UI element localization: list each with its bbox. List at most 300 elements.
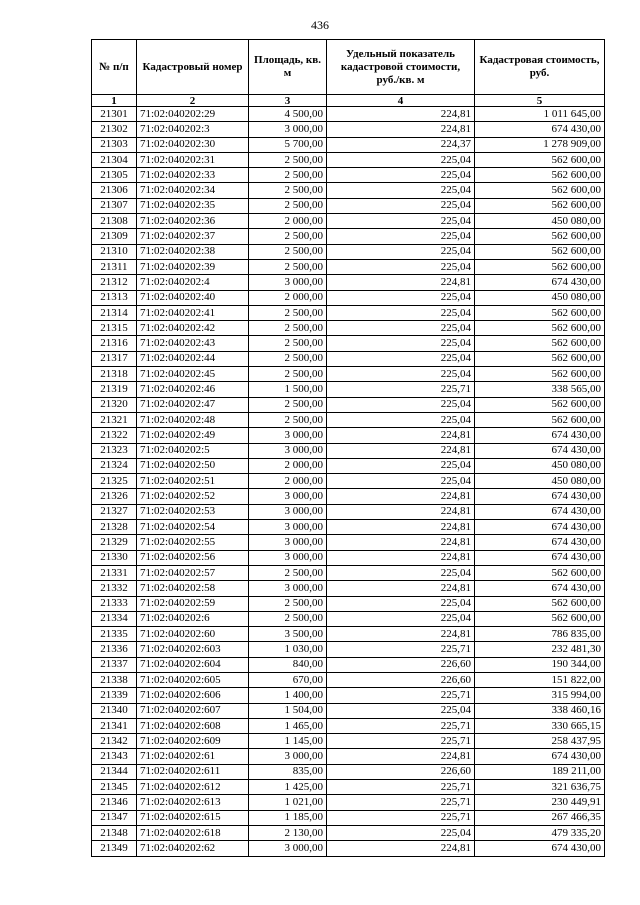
cell-cadastral-value: 562 600,00 [475,351,605,366]
cell-unit-value: 225,04 [327,336,475,351]
cell-cadastral-value: 674 430,00 [475,520,605,535]
cell-unit-value: 225,71 [327,734,475,749]
cell-cadastral-value: 562 600,00 [475,259,605,274]
cell-row-number: 21310 [92,244,137,259]
cell-row-number: 21343 [92,749,137,764]
cell-cadastral-value: 450 080,00 [475,290,605,305]
cell-cadastral-number: 71:02:040202:609 [137,734,249,749]
cell-row-number: 21312 [92,275,137,290]
cell-unit-value: 226,60 [327,764,475,779]
cell-cadastral-value: 330 665,15 [475,718,605,733]
cell-cadastral-number: 71:02:040202:59 [137,596,249,611]
cell-unit-value: 225,04 [327,321,475,336]
cell-unit-value: 225,04 [327,305,475,320]
cell-cadastral-number: 71:02:040202:38 [137,244,249,259]
cell-unit-value: 225,04 [327,367,475,382]
cell-cadastral-value: 562 600,00 [475,596,605,611]
cell-row-number: 21323 [92,443,137,458]
table-row [92,657,605,672]
table-row [92,428,605,443]
table-row [92,489,605,504]
cell-area: 3 000,00 [249,275,327,290]
cell-unit-value: 225,04 [327,259,475,274]
cell-cadastral-number: 71:02:040202:40 [137,290,249,305]
cell-unit-value: 225,71 [327,688,475,703]
cell-unit-value: 226,60 [327,657,475,672]
cell-unit-value: 225,04 [327,152,475,167]
cell-cadastral-value: 338 460,16 [475,703,605,718]
cell-cadastral-value: 338 565,00 [475,382,605,397]
cell-area: 2 500,00 [249,152,327,167]
cell-unit-value: 224,81 [327,581,475,596]
cell-row-number: 21304 [92,152,137,167]
cell-cadastral-number: 71:02:040202:54 [137,520,249,535]
cell-cadastral-number: 71:02:040202:41 [137,305,249,320]
cell-row-number: 21325 [92,474,137,489]
cell-area: 3 000,00 [249,581,327,596]
cell-cadastral-number: 71:02:040202:33 [137,168,249,183]
cell-unit-value: 225,71 [327,382,475,397]
cell-cadastral-number: 71:02:040202:30 [137,137,249,152]
table-row [92,137,605,152]
cell-cadastral-value: 450 080,00 [475,458,605,473]
cell-cadastral-value: 562 600,00 [475,152,605,167]
cell-cadastral-number: 71:02:040202:60 [137,627,249,642]
table-row [92,795,605,810]
cell-area: 3 000,00 [249,841,327,856]
cell-cadastral-number: 71:02:040202:31 [137,152,249,167]
table-row [92,718,605,733]
header-cadastral-number: Кадастровый номер [137,40,249,95]
cell-area: 840,00 [249,657,327,672]
header-unit-value: Удельный показатель кадастровой стоимости, руб./кв. м [327,40,475,95]
table-row [92,627,605,642]
cell-cadastral-number: 71:02:040202:34 [137,183,249,198]
cell-row-number: 21345 [92,780,137,795]
table-header [92,40,605,107]
cell-unit-value: 225,04 [327,565,475,580]
cell-cadastral-number: 71:02:040202:29 [137,107,249,122]
cell-row-number: 21314 [92,305,137,320]
column-number-row [92,95,605,107]
cell-area: 2 000,00 [249,214,327,229]
cell-cadastral-value: 562 600,00 [475,367,605,382]
cell-cadastral-value: 562 600,00 [475,198,605,213]
table-row [92,780,605,795]
cell-row-number: 21349 [92,841,137,856]
cell-row-number: 21311 [92,259,137,274]
cell-row-number: 21328 [92,520,137,535]
cell-cadastral-value: 450 080,00 [475,214,605,229]
table-row [92,214,605,229]
cell-row-number: 21336 [92,642,137,657]
cell-area: 1 030,00 [249,642,327,657]
cell-cadastral-number: 71:02:040202:3 [137,122,249,137]
cell-cadastral-number: 71:02:040202:52 [137,489,249,504]
cell-row-number: 21306 [92,183,137,198]
cell-cadastral-value: 674 430,00 [475,443,605,458]
cell-row-number: 21339 [92,688,137,703]
table-row [92,642,605,657]
table-row [92,152,605,167]
cell-row-number: 21316 [92,336,137,351]
cell-area: 3 000,00 [249,443,327,458]
cell-cadastral-number: 71:02:040202:58 [137,581,249,596]
table-row [92,764,605,779]
cell-unit-value: 225,04 [327,168,475,183]
cell-cadastral-value: 562 600,00 [475,565,605,580]
cell-area: 2 500,00 [249,259,327,274]
header-row-number: № п/п [92,40,137,95]
table-row [92,229,605,244]
cell-cadastral-value: 674 430,00 [475,581,605,596]
table-row [92,382,605,397]
table-row [92,841,605,856]
cell-cadastral-number: 71:02:040202:48 [137,412,249,427]
cell-row-number: 21337 [92,657,137,672]
cell-area: 2 000,00 [249,474,327,489]
table-row [92,443,605,458]
cadastral-value-table [91,39,605,857]
cell-unit-value: 224,81 [327,107,475,122]
cell-unit-value: 224,37 [327,137,475,152]
cell-row-number: 21335 [92,627,137,642]
cell-area: 1 400,00 [249,688,327,703]
table-row [92,504,605,519]
cell-cadastral-value: 562 600,00 [475,305,605,320]
cell-row-number: 21322 [92,428,137,443]
cell-cadastral-value: 562 600,00 [475,244,605,259]
cell-cadastral-value: 1 011 645,00 [475,107,605,122]
cell-unit-value: 225,71 [327,780,475,795]
column-number: 5 [475,95,605,107]
cell-cadastral-number: 71:02:040202:62 [137,841,249,856]
cell-row-number: 21303 [92,137,137,152]
cell-cadastral-number: 71:02:040202:55 [137,535,249,550]
cell-cadastral-value: 190 344,00 [475,657,605,672]
cell-cadastral-value: 674 430,00 [475,749,605,764]
table-body [92,107,605,857]
cell-unit-value: 224,81 [327,749,475,764]
cell-area: 3 000,00 [249,550,327,565]
table-row [92,244,605,259]
table-row [92,535,605,550]
table-row [92,168,605,183]
cell-unit-value: 224,81 [327,841,475,856]
cell-cadastral-number: 71:02:040202:56 [137,550,249,565]
cell-row-number: 21318 [92,367,137,382]
cell-row-number: 21324 [92,458,137,473]
cell-unit-value: 225,04 [327,474,475,489]
table-row [92,122,605,137]
cell-row-number: 21331 [92,565,137,580]
cell-row-number: 21305 [92,168,137,183]
table-row [92,275,605,290]
table-row [92,688,605,703]
cell-area: 2 500,00 [249,198,327,213]
table-row [92,596,605,611]
cell-cadastral-value: 267 466,35 [475,810,605,825]
cell-cadastral-value: 450 080,00 [475,474,605,489]
cell-cadastral-value: 562 600,00 [475,321,605,336]
table-row [92,581,605,596]
cell-cadastral-value: 232 481,30 [475,642,605,657]
cell-cadastral-number: 71:02:040202:608 [137,718,249,733]
cell-unit-value: 225,04 [327,351,475,366]
cell-unit-value: 225,04 [327,244,475,259]
cell-row-number: 21320 [92,397,137,412]
cell-cadastral-number: 71:02:040202:36 [137,214,249,229]
cell-cadastral-value: 674 430,00 [475,550,605,565]
cell-area: 2 500,00 [249,397,327,412]
cell-row-number: 21308 [92,214,137,229]
cell-area: 2 500,00 [249,367,327,382]
cell-unit-value: 225,04 [327,458,475,473]
cell-area: 2 500,00 [249,168,327,183]
header-row [92,40,605,95]
table-row [92,107,605,122]
cell-cadastral-number: 71:02:040202:57 [137,565,249,580]
cell-unit-value: 224,81 [327,443,475,458]
cell-unit-value: 225,71 [327,795,475,810]
cell-cadastral-number: 71:02:040202:61 [137,749,249,764]
table-row [92,703,605,718]
cell-area: 2 500,00 [249,336,327,351]
table-row [92,321,605,336]
cell-unit-value: 224,81 [327,520,475,535]
cell-unit-value: 226,60 [327,672,475,687]
table-row [92,520,605,535]
cell-row-number: 21333 [92,596,137,611]
cell-area: 3 500,00 [249,627,327,642]
cell-cadastral-number: 71:02:040202:47 [137,397,249,412]
cell-cadastral-value: 562 600,00 [475,336,605,351]
cell-unit-value: 225,04 [327,229,475,244]
cell-area: 3 000,00 [249,122,327,137]
cell-row-number: 21341 [92,718,137,733]
cell-cadastral-number: 71:02:040202:604 [137,657,249,672]
cell-unit-value: 224,81 [327,428,475,443]
cell-cadastral-value: 674 430,00 [475,841,605,856]
table-row [92,734,605,749]
cell-cadastral-number: 71:02:040202:51 [137,474,249,489]
cell-row-number: 21321 [92,412,137,427]
cell-unit-value: 225,04 [327,290,475,305]
cell-unit-value: 225,04 [327,198,475,213]
cell-unit-value: 225,04 [327,596,475,611]
cell-unit-value: 224,81 [327,535,475,550]
cell-cadastral-number: 71:02:040202:46 [137,382,249,397]
cell-row-number: 21327 [92,504,137,519]
cell-area: 3 000,00 [249,520,327,535]
cell-unit-value: 225,71 [327,718,475,733]
cell-area: 3 000,00 [249,428,327,443]
cell-unit-value: 224,81 [327,550,475,565]
cell-area: 3 000,00 [249,749,327,764]
table-row [92,367,605,382]
cell-cadastral-number: 71:02:040202:5 [137,443,249,458]
table-row [92,336,605,351]
cell-cadastral-value: 674 430,00 [475,275,605,290]
cell-cadastral-number: 71:02:040202:615 [137,810,249,825]
cell-cadastral-value: 562 600,00 [475,397,605,412]
table-row [92,259,605,274]
cell-cadastral-number: 71:02:040202:42 [137,321,249,336]
cell-row-number: 21315 [92,321,137,336]
cell-cadastral-number: 71:02:040202:39 [137,259,249,274]
cell-area: 4 500,00 [249,107,327,122]
cell-cadastral-value: 189 211,00 [475,764,605,779]
cell-cadastral-number: 71:02:040202:53 [137,504,249,519]
cell-unit-value: 225,04 [327,703,475,718]
cell-row-number: 21342 [92,734,137,749]
cell-cadastral-number: 71:02:040202:37 [137,229,249,244]
cell-cadastral-number: 71:02:040202:613 [137,795,249,810]
cell-cadastral-value: 230 449,91 [475,795,605,810]
cell-cadastral-value: 479 335,20 [475,825,605,840]
cell-row-number: 21326 [92,489,137,504]
table-row [92,810,605,825]
cell-cadastral-number: 71:02:040202:6 [137,611,249,626]
cell-cadastral-value: 562 600,00 [475,168,605,183]
table-row [92,672,605,687]
column-number: 1 [92,95,137,107]
cell-cadastral-number: 71:02:040202:4 [137,275,249,290]
table-row [92,351,605,366]
cell-row-number: 21340 [92,703,137,718]
cell-unit-value: 224,81 [327,122,475,137]
cell-area: 1 021,00 [249,795,327,810]
cell-area: 2 500,00 [249,412,327,427]
table-row [92,290,605,305]
cell-area: 2 500,00 [249,183,327,198]
table-row [92,611,605,626]
cell-cadastral-number: 71:02:040202:35 [137,198,249,213]
table-row [92,825,605,840]
cell-area: 2 500,00 [249,351,327,366]
cell-cadastral-number: 71:02:040202:603 [137,642,249,657]
cell-area: 2 130,00 [249,825,327,840]
cell-area: 2 500,00 [249,596,327,611]
cell-cadastral-value: 151 822,00 [475,672,605,687]
column-number: 2 [137,95,249,107]
cell-area: 2 500,00 [249,321,327,336]
cell-row-number: 21309 [92,229,137,244]
cell-area: 3 000,00 [249,504,327,519]
cell-cadastral-value: 562 600,00 [475,229,605,244]
cell-area: 1 504,00 [249,703,327,718]
cell-unit-value: 225,71 [327,642,475,657]
header-area: Площадь, кв. м [249,40,327,95]
cell-unit-value: 225,71 [327,810,475,825]
cell-cadastral-number: 71:02:040202:43 [137,336,249,351]
cell-area: 2 500,00 [249,229,327,244]
cell-cadastral-number: 71:02:040202:605 [137,672,249,687]
cell-area: 2 500,00 [249,244,327,259]
cell-row-number: 21348 [92,825,137,840]
cell-area: 3 000,00 [249,535,327,550]
cell-cadastral-value: 315 994,00 [475,688,605,703]
header-cadastral-value: Кадастровая стоимость, руб. [475,40,605,95]
table-row [92,198,605,213]
cell-cadastral-number: 71:02:040202:50 [137,458,249,473]
cell-area: 835,00 [249,764,327,779]
cell-cadastral-value: 562 600,00 [475,412,605,427]
cell-cadastral-number: 71:02:040202:606 [137,688,249,703]
cell-row-number: 21302 [92,122,137,137]
cell-area: 3 000,00 [249,489,327,504]
cell-area: 2 500,00 [249,565,327,580]
cell-cadastral-number: 71:02:040202:612 [137,780,249,795]
cell-cadastral-number: 71:02:040202:44 [137,351,249,366]
cell-cadastral-number: 71:02:040202:618 [137,825,249,840]
table-row [92,397,605,412]
cell-cadastral-value: 321 636,75 [475,780,605,795]
cell-row-number: 21334 [92,611,137,626]
table-row [92,458,605,473]
cell-area: 5 700,00 [249,137,327,152]
cell-area: 2 000,00 [249,290,327,305]
cell-unit-value: 225,04 [327,397,475,412]
cell-area: 1 145,00 [249,734,327,749]
cell-cadastral-value: 786 835,00 [475,627,605,642]
page-number: 436 [311,18,329,32]
cell-area: 1 185,00 [249,810,327,825]
cell-cadastral-value: 258 437,95 [475,734,605,749]
cell-row-number: 21338 [92,672,137,687]
cell-unit-value: 225,04 [327,611,475,626]
cell-unit-value: 225,04 [327,412,475,427]
cell-cadastral-number: 71:02:040202:611 [137,764,249,779]
table-row [92,412,605,427]
cell-cadastral-value: 1 278 909,00 [475,137,605,152]
cell-row-number: 21344 [92,764,137,779]
cell-unit-value: 224,81 [327,489,475,504]
cell-cadastral-value: 674 430,00 [475,428,605,443]
cell-area: 1 500,00 [249,382,327,397]
cell-row-number: 21319 [92,382,137,397]
table-row [92,305,605,320]
cell-cadastral-value: 562 600,00 [475,183,605,198]
cell-area: 2 500,00 [249,611,327,626]
cell-unit-value: 225,04 [327,183,475,198]
cell-cadastral-value: 562 600,00 [475,611,605,626]
cell-row-number: 21317 [92,351,137,366]
cell-row-number: 21347 [92,810,137,825]
cell-row-number: 21329 [92,535,137,550]
table-row [92,550,605,565]
cell-row-number: 21332 [92,581,137,596]
cell-cadastral-value: 674 430,00 [475,504,605,519]
cell-area: 2 500,00 [249,305,327,320]
cell-unit-value: 224,81 [327,504,475,519]
cell-row-number: 21313 [92,290,137,305]
column-number: 3 [249,95,327,107]
cell-cadastral-number: 71:02:040202:49 [137,428,249,443]
cell-area: 2 000,00 [249,458,327,473]
cell-row-number: 21330 [92,550,137,565]
cell-unit-value: 225,04 [327,214,475,229]
cell-cadastral-number: 71:02:040202:45 [137,367,249,382]
cell-unit-value: 224,81 [327,275,475,290]
cell-row-number: 21307 [92,198,137,213]
cell-row-number: 21346 [92,795,137,810]
cell-area: 670,00 [249,672,327,687]
table-row [92,474,605,489]
cell-cadastral-value: 674 430,00 [475,489,605,504]
cell-cadastral-value: 674 430,00 [475,535,605,550]
table-row [92,565,605,580]
